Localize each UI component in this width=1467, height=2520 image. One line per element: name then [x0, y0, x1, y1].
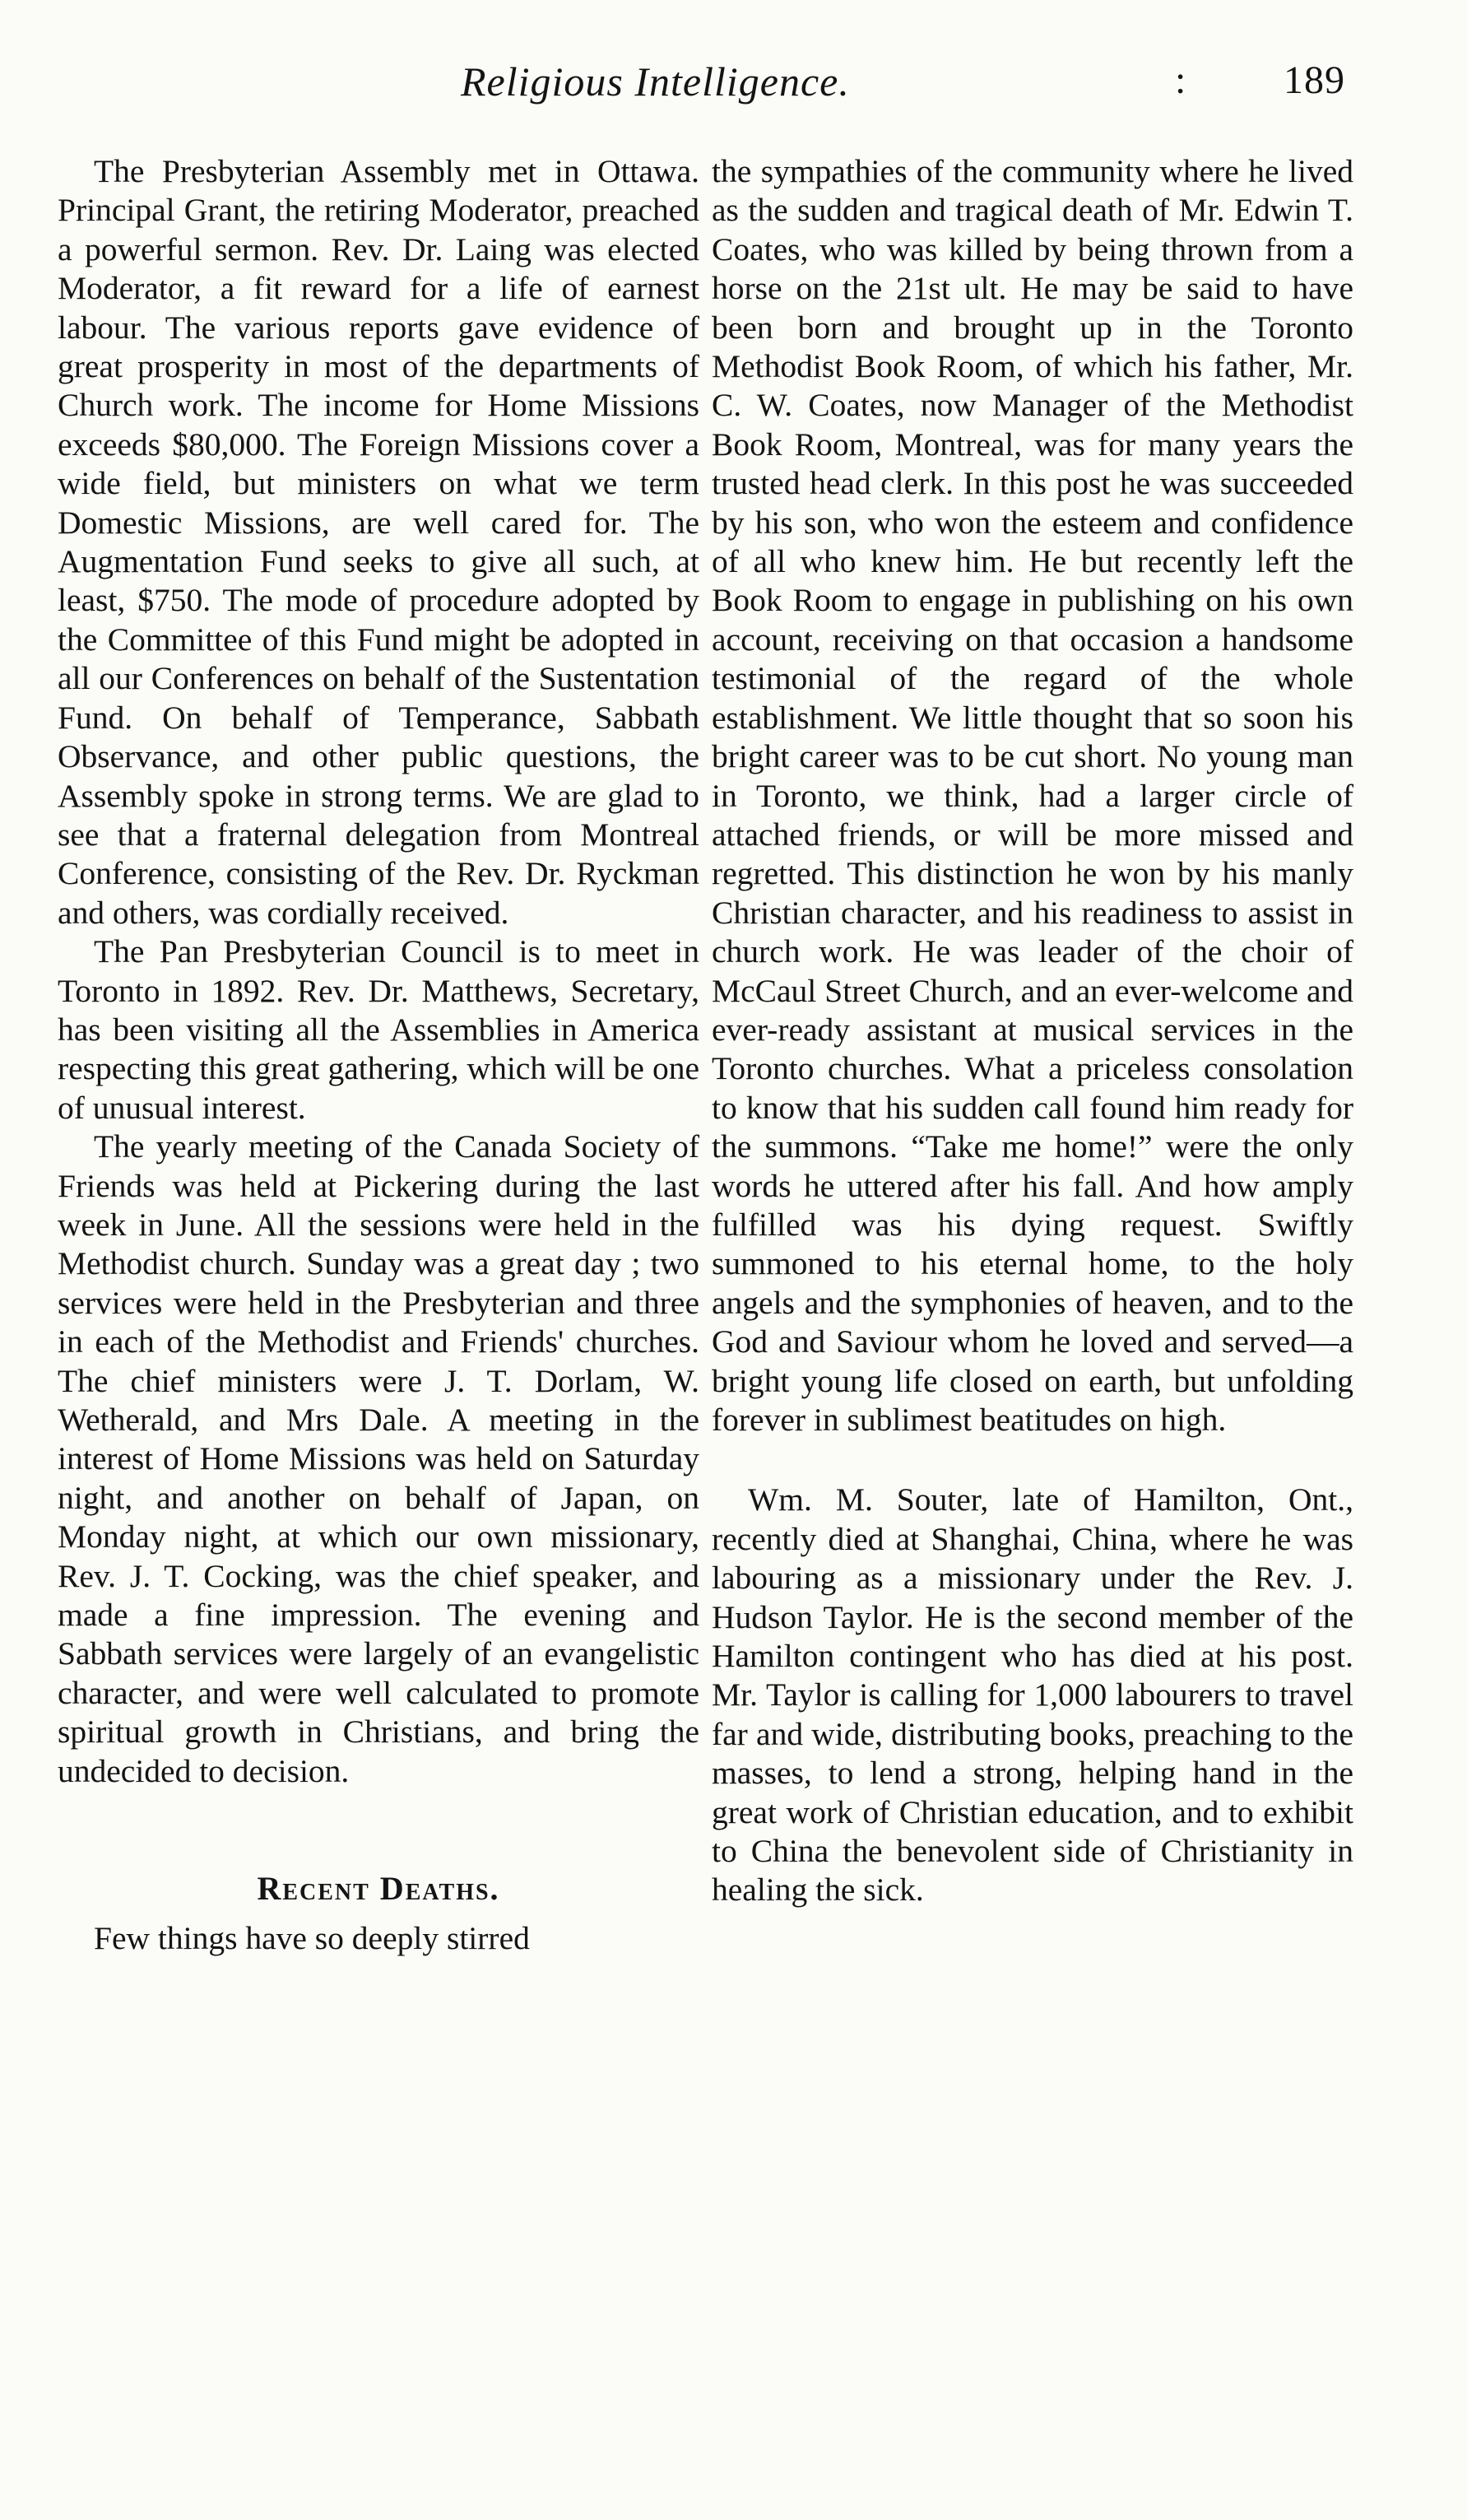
paragraph-presbyterian-assembly: The Presbyterian Assembly met in Ottawa. Principal Grant, the retiring Moderator, preached a powerful sermon. Rev. Dr. Laing was elected Moderator, a fit reward for a life of earnest labour. The various reports gave evidence of great prosperity in most of the departments of Church work. The income for Home Missions exceeds $80,000. The Foreign Missions cover a wide field, but ministers on what we term Domestic Missions, are well cared for. The Augmentation Fund seeks to give all such, at least, $750. The mode of procedure adopted by the Committee of this Fund might be adopted in all our Conferences on behalf of the Sustentation Fund. On behalf of Temperance, Sabbath Observance, and other public questions, the Assembly spoke in strong terms. We are glad to see that a fraternal delegation from Montreal Conference, consisting of the Rev. Dr. Ryckman and others, was cordially received.: [58, 153, 699, 931]
left-column: [58, 152, 699, 1959]
header-separator: :: [1175, 58, 1186, 102]
paragraph-spacer: [712, 1439, 1353, 1481]
paragraph-pan-presbyterian-council: The Pan Presbyterian Council is to meet in Toronto in 1892. Rev. Dr. Matthews, Secretary, has been visiting all the Assemblies in America respecting this great gathering, which will be one of unusual interest.: [58, 933, 699, 1126]
paragraph-society-of-friends: The yearly meeting of the Canada Society of Friends was held at Pickering during the last week in June. All the sessions were held in the Methodist church. Sunday was a great day ; two services were held in the Presbyterian and three in each of the Methodist and Friends' churches. The chief ministers were J. T. Dorlam, W. Wetherald, and Mrs Dale. A meeting in the interest of Home Missions was held on Saturday night, and another on behalf of Japan, on Monday night, at which our own missionary, Rev. J. T. Cocking, was the chief speaker, and made a fine impression. The evening and Sabbath services were largely of an evangelistic character, and were well calculated to promote spiritual growth in Christians, and bring the undecided to decision.: [58, 1128, 699, 1789]
section-spacer: [58, 1791, 699, 1869]
page-number: 189: [1284, 58, 1345, 102]
running-head: Religious Intelligence.: [461, 58, 850, 105]
right-column: [712, 152, 1353, 1910]
paragraph-recent-deaths-start: Few things have so deeply stirred: [94, 1920, 530, 1957]
section-heading-recent-deaths: Recent Deaths.: [257, 1870, 500, 1908]
page-header: [0, 58, 1467, 115]
paragraph-wm-souter: Wm. M. Souter, late of Hamilton, Ont., recently died at Shanghai, China, where he was labouring as a missionary under the Rev. J. Hudson Taylor. He is the second member of the Hamilton contingent who has died at his post. Mr. Taylor is calling for 1,000 labourers to travel far and wide, distributing books, preaching to the masses, to lend a strong, helping hand in the great work of Christian education, and to exhibit to China the benevolent side of Christianity in healing the sick.: [712, 1481, 1353, 1909]
paragraph-edwin-coates: the sympathies of the community where he lived as the sudden and tragical death of Mr. Edwin T. Coates, who was killed by being thrown from a horse on the 21st ult. He may be said to have been born and brought up in the Toronto Methodist Book Room, of which his father, Mr. C. W. Coates, now Manager of the Methodist Book Room, Montreal, was for many years the trusted head clerk. In this post he was succeeded by his son, who won the esteem and confidence of all who knew him. He but recently left the Book Room to engage in publishing on his own account, receiving on that occasion a handsome testimonial of the regard of the whole establishment. We little thought that so soon his bright career was to be cut short. No young man in Toronto, we think, had a larger circle of attached friends, or will be more missed and regretted. This distinction he won by his manly Christian character, and his readiness to assist in church work. He was leader of the choir of McCaul Street Church, and an ever-welcome and ever-ready assistant at musical services in the Toronto churches. What a priceless consolation to know that his sudden call found him ready for the summons. “Take me home!” were the only words he uttered after his fall. And how amply fulfilled was his dying request. Swiftly summoned to his eternal home, to the holy angels and the symphonies of heaven, and to the God and Saviour whom he loved and served—a bright young life closed on earth, but unfolding forever in sublimest beatitudes on high.: [712, 153, 1353, 1438]
